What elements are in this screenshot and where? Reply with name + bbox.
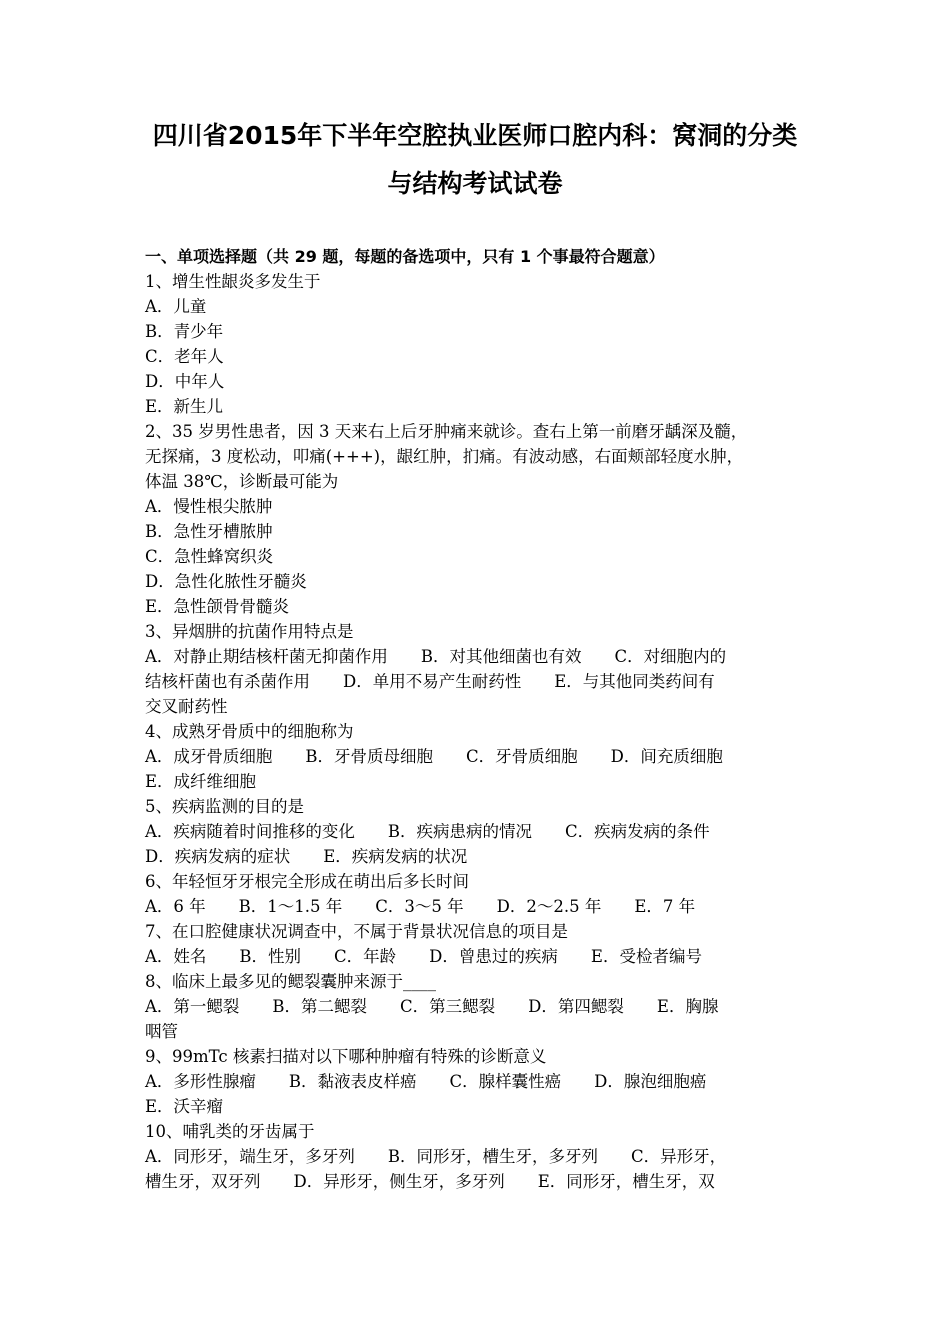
options-line: A．第一鳃裂 B．第二鳃裂 C．第三鳃裂 D．第四鳃裂 E．胸腺 xyxy=(145,997,719,1016)
title-line-1: 四川省2015年下半年空腔执业医师口腔内科：窝洞的分类 xyxy=(152,121,798,150)
question-stem: 1、增生性龈炎多发生于 xyxy=(145,272,321,291)
title-line-2: 与结构考试试卷 xyxy=(387,169,563,198)
option-a: A．儿童 xyxy=(145,297,207,316)
option-e: E．新生儿 xyxy=(145,397,224,416)
options-line: E．成纤维细胞 xyxy=(145,772,257,791)
options-line: 结核杆菌也有杀菌作用 D．单用不易产生耐药性 E．与其他同类药间有 xyxy=(145,672,715,691)
question-stem-line: 2、35 岁男性患者，因 3 天来右上后牙肿痛来就诊。查右上第一前磨牙龋深及髓， xyxy=(145,422,748,441)
question-2 xyxy=(145,419,807,619)
question-stem-line: 无探痛，3 度松动，叩痛(+++)，龈红肿，扪痛。有波动感，右面颊部轻度水肿， xyxy=(145,447,744,466)
options-line: A．姓名 B．性别 C．年龄 D．曾患过的疾病 E．受检者编号 xyxy=(145,947,702,966)
option-b: B．青少年 xyxy=(145,322,224,341)
option-c: C．老年人 xyxy=(145,347,224,366)
question-stem: 8、临床上最多见的鳃裂囊肿来源于____ xyxy=(145,972,436,991)
question-6 xyxy=(145,869,807,919)
question-stem: 5、疾病监测的目的是 xyxy=(145,797,304,816)
option-b: B．急性牙槽脓肿 xyxy=(145,522,273,541)
options-line: A．多形性腺瘤 B．黏液表皮样癌 C．腺样囊性癌 D．腺泡细胞癌 xyxy=(145,1072,707,1091)
option-a: A．慢性根尖脓肿 xyxy=(145,497,273,516)
document-title xyxy=(120,112,830,208)
exam-content xyxy=(145,244,807,1194)
options-line: 槽生牙，双牙列 D．异形牙，侧生牙，多牙列 E．同形牙，槽生牙，双 xyxy=(145,1172,715,1191)
question-10 xyxy=(145,1119,807,1194)
options-line: A．同形牙，端生牙，多牙列 B．同形牙，槽生牙，多牙列 C．异形牙， xyxy=(145,1147,727,1166)
question-5 xyxy=(145,794,807,869)
options-line: 咽管 xyxy=(145,1022,178,1041)
options-line: A．6 年 B．1～1.5 年 C．3～5 年 D．2～2.5 年 E．7 年 xyxy=(145,897,696,916)
question-stem: 3、异烟肼的抗菌作用特点是 xyxy=(145,622,354,641)
question-3 xyxy=(145,619,807,719)
question-stem: 4、成熟牙骨质中的细胞称为 xyxy=(145,722,354,741)
question-1 xyxy=(145,269,807,419)
options-line: D．疾病发病的症状 E．疾病发病的状况 xyxy=(145,847,468,866)
options-line: 交叉耐药性 xyxy=(145,697,228,716)
question-stem: 7、在口腔健康状况调查中，不属于背景状况信息的项目是 xyxy=(145,922,568,941)
options-line: A．对静止期结核杆菌无抑菌作用 B．对其他细菌也有效 C．对细胞内的 xyxy=(145,647,727,666)
options-line: E．沃辛瘤 xyxy=(145,1097,224,1116)
option-d: D．中年人 xyxy=(145,372,225,391)
option-d: D．急性化脓性牙髓炎 xyxy=(145,572,307,591)
question-stem-line: 体温 38℃，诊断最可能为 xyxy=(145,472,339,491)
question-stem: 9、99mTc 核素扫描对以下哪种肿瘤有特殊的诊断意义 xyxy=(145,1047,547,1066)
option-e: E．急性颌骨骨髓炎 xyxy=(145,597,290,616)
question-9 xyxy=(145,1044,807,1119)
options-line: A．疾病随着时间推移的变化 B．疾病患病的情况 C．疾病发病的条件 xyxy=(145,822,710,841)
question-stem: 6、年轻恒牙牙根完全形成在萌出后多长时间 xyxy=(145,872,469,891)
question-7 xyxy=(145,919,807,969)
options-line: A．成牙骨质细胞 B．牙骨质母细胞 C．牙骨质细胞 D．间充质细胞 xyxy=(145,747,723,766)
question-4 xyxy=(145,719,807,794)
option-c: C．急性蜂窝织炎 xyxy=(145,547,274,566)
question-8 xyxy=(145,969,807,1044)
section-header: 一、单项选择题（共 29 题，每题的备选项中，只有 1 个事最符合题意） xyxy=(145,247,665,266)
question-stem: 10、哺乳类的牙齿属于 xyxy=(145,1122,315,1141)
